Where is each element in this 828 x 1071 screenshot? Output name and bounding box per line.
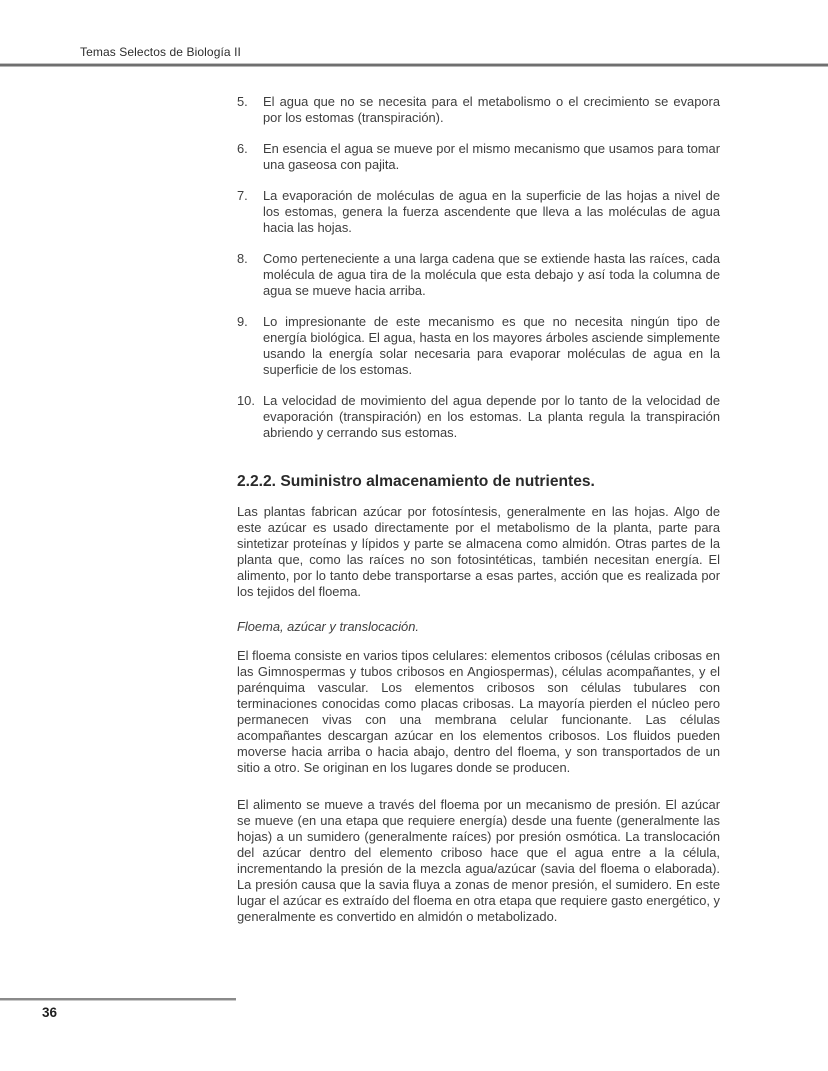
list-item-number: 5. — [237, 94, 248, 109]
list-item-number: 6. — [237, 141, 248, 156]
header-title: Temas Selectos de Biología II — [80, 45, 241, 59]
list-item-number: 8. — [237, 251, 248, 266]
list-item — [237, 314, 720, 378]
list-item-number: 7. — [237, 188, 248, 203]
list-item-text: En esencia el agua se mueve por el mismo mecanismo que usamos para tomar una gaseosa con pajita. — [263, 141, 720, 172]
page-number: 36 — [42, 1005, 58, 1020]
list-item-text: La evaporación de moléculas de agua en la superficie de las hojas a nivel de los estomas, genera la fuerza ascendente que lleva a las moléculas de agua hacia las hojas. — [263, 188, 720, 235]
subsection-heading-floema: Floema, azúcar y translocación. — [237, 619, 419, 634]
paragraph-nutrients-intro: Las plantas fabrican azúcar por fotosíntesis, generalmente en las hojas. Algo de este azúcar es usado directamente por el metabolismo de la planta, parte para sintetizar proteínas y lípidos y parte se almacena como almidón. Otras partes de la planta que, como las raíces no son fotosintéticas, también necesitan energía. El alimento, por lo tanto debe transportarse a esas partes, acción que es realizada por los tejidos del floema. — [237, 504, 720, 599]
paragraph-floema-types: El floema consiste en varios tipos celulares: elementos cribosos (células cribosas en las Gimnospermas y tubos cribosos en Angiospermas), células acompañantes, y el parénquima vascular. Los elementos cribosos son células tubulares con terminaciones conocidas como placas cribosas. La mayoría pierden el núcleo pero permanecen vivas con una membrana celular funcionante. Las células acompañantes descargan azúcar en los elementos cribosos. Los fluidos pueden moverse hacia arriba o hacia abajo, dentro del floema, y son transportados de un sitio a otro. Se originan en los lugares donde se producen. — [237, 648, 720, 775]
list-item-text: La velocidad de movimiento del agua depende por lo tanto de la velocidad de evaporación (transpiración) en los estomas. La planta regula la transpiración abriendo y cerrando sus estomas. — [263, 393, 720, 440]
header-rule — [0, 63, 828, 68]
list-item — [237, 393, 720, 441]
page-content — [237, 94, 720, 925]
list-item-number: 9. — [237, 314, 248, 329]
list-item-number: 10. — [237, 393, 255, 408]
numbered-list — [237, 94, 720, 441]
list-item-text: Como perteneciente a una larga cadena que se extiende hasta las raíces, cada molécula de agua tira de la molécula que esta debajo y así toda la columna de agua se mueve hacia arriba. — [263, 251, 720, 298]
list-item — [237, 141, 720, 173]
list-item — [237, 251, 720, 299]
paragraph-pressure-mechanism: El alimento se mueve a través del floema por un mecanismo de presión. El azúcar se mueve (en una etapa que requiere energía) desde una fuente (generalmente las hojas) a un sumidero (generalmente raíces) por presión osmótica. La translocación del azúcar dentro del elemento criboso hace que el agua entre a la célula, incrementando la presión de la mezcla agua/azúcar (savia del floema o elaborada). La presión causa que la savia fluya a zonas de menor presión, el sumidero. En este lugar el azúcar es extraído del floema en otra etapa que requiere gasto energético, y generalmente es convertido en almidón o metabolizado. — [237, 797, 720, 924]
footer-rule — [0, 998, 236, 1001]
list-item-text: El agua que no se necesita para el metabolismo o el crecimiento se evapora por los estomas (transpiración). — [263, 94, 720, 125]
list-item-text: Lo impresionante de este mecanismo es que no necesita ningún tipo de energía biológica. El agua, hasta en los mayores árboles asciende simplemente usando la energía solar necesaria para evaporar moléculas de agua en la superficie de los estomas. — [263, 314, 720, 377]
list-item — [237, 94, 720, 126]
list-item — [237, 188, 720, 236]
section-heading: 2.2.2. Suministro almacenamiento de nutrientes. — [237, 473, 595, 490]
